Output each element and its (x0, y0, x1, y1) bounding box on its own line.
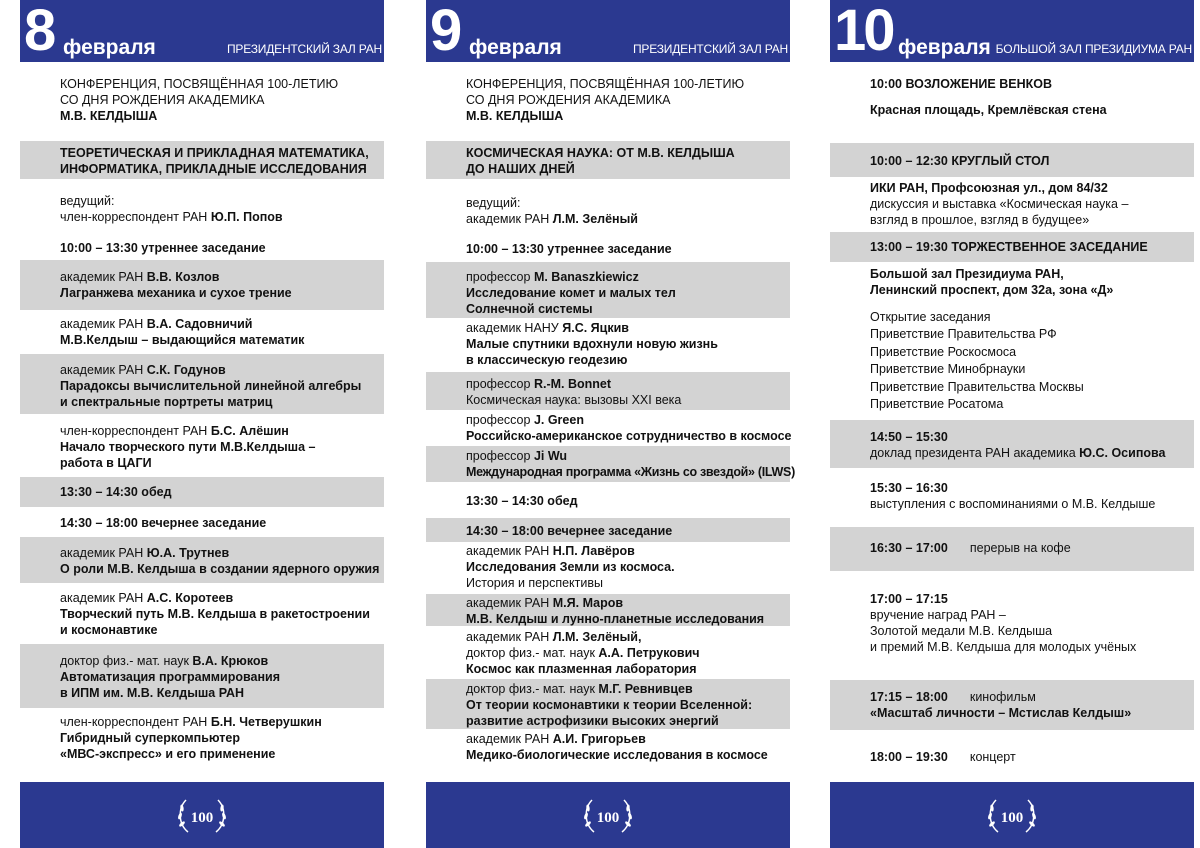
place: Красная площадь, Кремлёвская стена (870, 103, 1107, 117)
moderator (20, 193, 384, 229)
session-morning: 10:00 – 13:30 утреннее заседание (466, 242, 672, 256)
speaker-title: доктор физ.- мат. наук (60, 654, 189, 668)
agenda-list (830, 309, 1194, 413)
speaker-title: академик РАН (60, 317, 144, 331)
talk (426, 543, 790, 593)
talk (20, 260, 384, 310)
speaker-title: академик РАН (60, 363, 144, 377)
talk-title: Медико-биологические исследования в космосе (466, 748, 768, 762)
talk-title: Малые спутники вдохнули новую жизнь (466, 337, 718, 351)
day-month: февраля (63, 36, 156, 59)
time: 10:00 – 12:30 (870, 154, 948, 168)
list-item: Приветствие Минобрнауки (870, 362, 1026, 377)
speaker-title: доктор физ.- мат. наук (466, 682, 595, 696)
round-table-header (830, 143, 1194, 177)
speaker-title: академик РАН (60, 591, 144, 605)
speaker-name: M. Banaszkiewicz (533, 270, 639, 284)
moderator (426, 195, 790, 231)
speaker-title: член-корреспондент РАН (60, 715, 208, 729)
talk-title: работа в ЦАГИ (60, 456, 152, 470)
text-line: М.В. КЕЛДЫША (60, 109, 158, 123)
speaker-name: Л.М. Зелёный, (552, 630, 642, 644)
speaker-name: J. Green (533, 413, 584, 427)
text-line: СО ДНЯ РОЖДЕНИЯ АКАДЕМИКА (466, 93, 671, 107)
talk-title: в ИПМ им. М.В. Келдыша РАН (60, 686, 245, 700)
talk (426, 446, 795, 482)
time: 18:00 – 19:30 (870, 750, 948, 764)
speaker-title: академик РАН (466, 630, 550, 644)
footer-band (20, 782, 384, 848)
emblem-text: 100 (190, 810, 214, 826)
talk (426, 629, 790, 679)
talk-title: Космическая наука: вызовы XXI века (466, 393, 682, 407)
talk-title: О роли М.В. Келдыша в создании ядерного оружия (60, 562, 380, 576)
talk-title: и спектральные портреты матриц (60, 395, 273, 409)
talk-title: в классическую геодезию (466, 353, 628, 367)
text-line: М.В. КЕЛДЫША (466, 109, 564, 123)
text-line: ИНФОРМАТИКА, ПРИКЛАДНЫЕ ИССЛЕДОВАНИЯ (60, 162, 367, 176)
speaker-name: Ю.А. Трутнев (146, 546, 230, 560)
speaker-name: В.А. Садовничий (146, 317, 253, 331)
talk-title: Международная программа «Жизнь со звездой» (ILWS) (466, 465, 795, 479)
break-lunch: 13:30 – 14:30 обед (466, 494, 578, 508)
talk-title: Космос как плазменная лаборатория (466, 662, 697, 676)
wreath-laying (830, 76, 1194, 126)
emblem-text: 100 (596, 810, 620, 826)
text-line: ДО НАШИХ ДНЕЙ (466, 162, 575, 176)
speaker-title: академик НАНУ (466, 321, 559, 335)
text-line: ТЕОРЕТИЧЕСКАЯ И ПРИКЛАДНАЯ МАТЕМАТИКА, (60, 146, 369, 160)
speaker-name: Л.М. Зелёный (552, 212, 638, 226)
speaker-name: А.А. Петрукович (598, 646, 700, 660)
speaker-name: Н.П. Лавёров (552, 544, 635, 558)
talk-title: М.В.Келдыш – выдающийся математик (60, 333, 305, 347)
text-line: ведущий: (60, 194, 115, 208)
day-header (426, 0, 790, 62)
break-lunch: 13:30 – 14:30 обед (20, 477, 384, 507)
conference-title (20, 76, 384, 128)
laurel-100-emblem-icon (580, 794, 636, 838)
day-number: 10 (834, 0, 893, 63)
event-text: Золотой медали М.В. Келдыша (870, 624, 1053, 638)
talk-title: М.В. Келдыш и лунно-планетные исследования (466, 612, 765, 626)
speaker-title: профессор (466, 270, 531, 284)
event-text: выступления с воспоминаниями о М.В. Келдыше (870, 497, 1156, 511)
time: 17:00 – 17:15 (870, 592, 948, 606)
talk-title: Творческий путь М.В. Келдыша в ракетостроении (60, 607, 370, 621)
talk-title: Гибридный суперкомпьютер (60, 731, 240, 745)
session-morning: 10:00 – 13:30 утреннее заседание (60, 241, 266, 255)
venue: ПРЕЗИДЕНТСКИЙ ЗАЛ РАН (632, 42, 788, 56)
text-line: взгляд в прошлое, взгляд в будущее» (870, 213, 1090, 227)
talk (426, 412, 790, 446)
text-line: КОСМИЧЕСКАЯ НАУКА: ОТ М.В. КЕЛДЫША (466, 146, 735, 160)
day-header (20, 0, 384, 62)
speaker-name: Б.Н. Четверушкин (210, 715, 322, 729)
column-day-8 (20, 0, 384, 848)
concert (830, 749, 1194, 767)
speaker-name: Ю.С. Осипова (1079, 446, 1166, 460)
speaker-title: академик РАН (466, 212, 550, 226)
talk-title: Автоматизация программирования (60, 670, 281, 684)
venue: БОЛЬШОЙ ЗАЛ ПРЕЗИДИУМА РАН (995, 42, 1192, 56)
awards (830, 591, 1194, 661)
day-month: февраля (469, 36, 562, 59)
speaker-title: член-корреспондент РАН (60, 210, 208, 224)
talk-title: Солнечной системы (466, 302, 593, 316)
column-day-9 (426, 0, 795, 848)
text-line: дискуссия и выставка «Космическая наука – (870, 197, 1129, 211)
day-month: февраля (898, 36, 991, 59)
talk-title: и космонавтике (60, 623, 158, 637)
talk-title: «МВС-экспресс» и его применение (60, 747, 276, 761)
talk (426, 594, 790, 626)
talk-title: История и перспективы (466, 576, 603, 590)
speaker-title: академик РАН (466, 732, 550, 746)
talk-title: Российско-американское сотрудничество в космосе (466, 429, 792, 443)
talk (426, 679, 790, 729)
president-report (830, 420, 1194, 468)
section-theme (20, 141, 384, 179)
time: 15:30 – 16:30 (870, 481, 948, 495)
speaker-name: М.Я. Маров (552, 596, 624, 610)
place: Большой зал Президиума РАН, (870, 267, 1064, 281)
event-text: концерт (969, 750, 1016, 764)
day-header (830, 0, 1194, 62)
emblem-text: 100 (1000, 810, 1024, 826)
talk (426, 731, 790, 765)
event-text: кинофильм (969, 690, 1036, 704)
talk-title: От теории космонавтики к теории Вселенной: (466, 698, 753, 712)
memories (830, 480, 1194, 516)
speaker-name: В.В. Козлов (146, 270, 220, 284)
coffee-break (830, 527, 1194, 571)
footer-band (830, 782, 1194, 848)
day-number: 8 (24, 0, 54, 63)
speaker-title: академик РАН (60, 270, 144, 284)
talk (426, 372, 790, 410)
session-evening: 14:30 – 18:00 вечернее заседание (60, 516, 267, 530)
speaker-name: Ji Wu (533, 449, 568, 463)
place: Ленинский проспект, дом 32а, зона «Д» (870, 283, 1114, 297)
speaker-title: академик РАН (466, 544, 550, 558)
film-title: «Масштаб личности – Мстислав Келдыш» (870, 706, 1132, 720)
speaker-name: R.-M. Bonnet (533, 377, 612, 391)
list-item: Приветствие Роскосмоса (870, 344, 1017, 359)
speaker-title: член-корреспондент РАН (60, 424, 208, 438)
section-theme (426, 141, 790, 179)
speaker-title: профессор (466, 377, 531, 391)
speaker-name: А.С. Коротеев (146, 591, 234, 605)
laurel-100-emblem-icon (984, 794, 1040, 838)
talk (20, 316, 384, 352)
speaker-name: В.А. Крюков (192, 654, 269, 668)
talk-title: развитие астрофизики высоких энергий (466, 714, 719, 728)
talk (426, 320, 790, 370)
round-table-details (830, 180, 1194, 232)
speaker-title: академик РАН (60, 546, 144, 560)
talk (20, 644, 384, 708)
event-text: перерыв на кофе (969, 541, 1071, 555)
talk-title: Исследование комет и малых тел (466, 286, 676, 300)
place: ИКИ РАН, Профсоюзная ул., дом 84/32 (870, 181, 1108, 195)
text-line: КОНФЕРЕНЦИЯ, ПОСВЯЩЁННАЯ 100-ЛЕТИЮ (60, 77, 339, 91)
speaker-title: доктор физ.- мат. наук (466, 646, 595, 660)
event-text: вручение наград РАН – (870, 608, 1006, 622)
speaker-name: Б.С. Алёшин (210, 424, 289, 438)
list-item: Открытие заседания (870, 310, 991, 324)
day-number: 9 (430, 0, 460, 63)
column-day-10 (830, 0, 1194, 848)
talk (20, 590, 384, 642)
solemn-session-place (830, 266, 1194, 302)
speaker-name: А.И. Григорьев (552, 732, 646, 746)
conference-title (426, 76, 790, 128)
text-line: КОНФЕРЕНЦИЯ, ПОСВЯЩЁННАЯ 100-ЛЕТИЮ (466, 77, 745, 91)
laurel-100-emblem-icon (174, 794, 230, 838)
talk (20, 537, 384, 583)
footer-band (426, 782, 790, 848)
talk (20, 714, 384, 766)
list-item: Приветствие Росатома (870, 397, 1004, 412)
solemn-session-header (830, 232, 1194, 262)
film (830, 680, 1194, 730)
talk-title: Исследования Земли из космоса. (466, 560, 675, 574)
talk (20, 354, 384, 414)
talk-title: Лагранжева механика и сухое трение (60, 286, 292, 300)
speaker-name: Я.С. Яцкив (562, 321, 629, 335)
event-title: ВОЗЛОЖЕНИЕ ВЕНКОВ (905, 77, 1052, 91)
event-text: и премий М.В. Келдыша для молодых учёных (870, 640, 1137, 654)
talk (20, 423, 384, 475)
event-text: доклад президента РАН академика (870, 446, 1076, 460)
speaker-name: С.К. Годунов (146, 363, 226, 377)
text-line: ведущий: (466, 196, 521, 210)
talk-title: Парадоксы вычислительной линейной алгебры (60, 379, 362, 393)
speaker-name: Ю.П. Попов (210, 210, 283, 224)
time: 14:50 – 15:30 (870, 430, 948, 444)
speaker-title: профессор (466, 413, 531, 427)
talk-title: Начало творческого пути М.В.Келдыша – (60, 440, 316, 454)
talk (426, 262, 790, 318)
time: 13:00 – 19:30 (870, 240, 948, 254)
time: 16:30 – 17:00 (870, 541, 948, 555)
text-line: СО ДНЯ РОЖДЕНИЯ АКАДЕМИКА (60, 93, 265, 107)
list-item: Приветствие Правительства РФ (870, 327, 1057, 342)
list-item: Приветствие Правительства Москвы (870, 379, 1084, 394)
speaker-name: М.Г. Ревнивцев (598, 682, 693, 696)
event-title: КРУГЛЫЙ СТОЛ (951, 154, 1050, 168)
speaker-title: академик РАН (466, 596, 550, 610)
event-title: ТОРЖЕСТВЕННОЕ ЗАСЕДАНИЕ (951, 240, 1148, 254)
time: 10:00 (870, 77, 902, 91)
session-evening: 14:30 – 18:00 вечернее заседание (426, 518, 790, 542)
time: 17:15 – 18:00 (870, 690, 948, 704)
venue: ПРЕЗИДЕНТСКИЙ ЗАЛ РАН (226, 42, 382, 56)
speaker-title: профессор (466, 449, 531, 463)
